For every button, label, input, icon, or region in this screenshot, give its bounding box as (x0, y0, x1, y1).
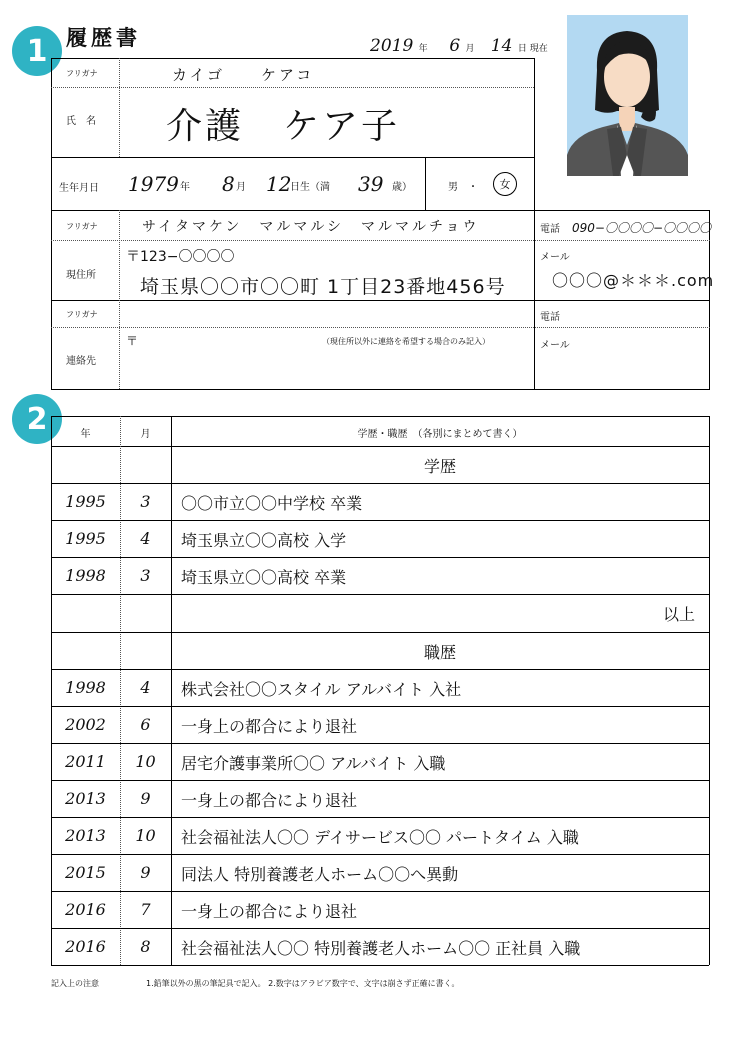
person-photo-illustration (567, 15, 688, 176)
mail-label: メール (540, 252, 570, 263)
history-row-month: 4 (140, 529, 151, 548)
history-row-month: 8 (140, 937, 151, 956)
birth-label: 生年月日 (59, 183, 99, 194)
history-row-desc: 一身上の都合により退社 (181, 902, 358, 921)
contact-furigana-label: フリガナ (66, 310, 98, 319)
birth-year-unit: 年 (180, 182, 190, 193)
history-row-year: 2011 (65, 752, 106, 771)
date-day: 14 (490, 36, 513, 56)
contact-mail-label: メール (540, 340, 570, 351)
name-label: 氏 名 (66, 116, 96, 127)
date-suffix: 日 現在 (517, 44, 548, 54)
furigana-label: フリガナ (66, 69, 98, 78)
notes-label: 記入上の注意 (51, 979, 99, 988)
history-row-month: 3 (140, 566, 151, 585)
history-row-year: 1995 (65, 529, 106, 548)
history-row-year: 2013 (65, 789, 106, 808)
phone-label: 電話 (540, 224, 560, 235)
history-row-desc: 一身上の都合により退社 (181, 791, 358, 810)
birth-day: 12 (266, 172, 292, 196)
history-col-month: 月 (140, 429, 151, 440)
history-row-desc: 株式会社〇〇スタイル アルバイト 入社 (181, 680, 462, 699)
section-2-badge: 2 (12, 394, 62, 444)
notes-text: 1.鉛筆以外の黒の筆記具で記入。 2.数字はアラビア数字で、文字は崩さず正確に書く。 (146, 979, 460, 988)
history-row-year: 2016 (65, 900, 106, 919)
contact-postal: 〒 (126, 334, 139, 348)
address-furigana-label: フリガナ (66, 222, 98, 231)
id-photo (567, 15, 688, 176)
history-col-desc: 学歴・職歴 （各別にまとめて書く） (357, 429, 523, 440)
gender-dot: ・ (468, 182, 478, 193)
name-value: 介護 ケア子 (166, 106, 401, 147)
gender-female-circled: 女 (493, 172, 517, 196)
document-title: 履歴書 (66, 26, 141, 50)
birth-month: 8 (222, 172, 235, 196)
history-row-year: 2013 (65, 826, 106, 845)
mail-value: 〇〇〇@＊＊＊.com (552, 271, 715, 290)
section-1-badge: 1 (12, 26, 62, 76)
gender-male: 男 (448, 182, 458, 193)
history-row-month: 7 (140, 900, 151, 919)
address-value: 埼玉県〇〇市〇〇町 1丁目23番地456号 (140, 276, 506, 298)
age-value: 39 (358, 172, 384, 196)
birth-year: 1979 (128, 172, 179, 196)
birth-month-unit: 月 (236, 182, 246, 193)
history-row-desc: 学歴 (423, 457, 456, 476)
history-row-desc: 同法人 特別養護老人ホーム〇〇へ異動 (181, 865, 459, 884)
contact-phone-label: 電話 (540, 312, 560, 323)
furigana-value: カイゴ ケアコ (172, 66, 315, 84)
age-unit: 歳） (392, 182, 412, 193)
contact-note: （現住所以外に連絡を希望する場合のみ記入） (322, 337, 490, 346)
history-row-desc: 〇〇市立〇〇中学校 卒業 (181, 494, 363, 513)
history-row-desc: 職歴 (423, 643, 456, 662)
date-month: 6 (449, 36, 461, 56)
history-row-month: 10 (135, 752, 156, 771)
history-row-year: 1998 (65, 566, 106, 585)
history-row-desc: 埼玉県立〇〇高校 入学 (181, 531, 347, 550)
current-address-label: 現住所 (66, 270, 96, 281)
history-col-year: 年 (80, 429, 91, 440)
date-month-unit: 月 (465, 44, 475, 54)
history-row-year: 1995 (65, 492, 106, 511)
date-year: 2019 (370, 36, 414, 56)
history-row-year: 2016 (65, 937, 106, 956)
history-row-month: 6 (140, 715, 151, 734)
history-row-desc: 社会福祉法人〇〇 デイサービス〇〇 パートタイム 入職 (181, 828, 579, 847)
history-row-month: 9 (140, 789, 151, 808)
birth-day-unit: 日生（満 (290, 182, 330, 193)
phone-value: 090−〇〇〇〇−〇〇〇〇 (572, 221, 712, 235)
date-year-unit: 年 (418, 44, 428, 54)
history-row-desc: 一身上の都合により退社 (181, 717, 358, 736)
history-row-month: 9 (140, 863, 151, 882)
history-row-year: 2002 (65, 715, 106, 734)
postal-code: 〒123−〇〇〇〇 (126, 249, 235, 265)
history-row-month: 4 (140, 678, 151, 697)
history-row-year: 1998 (65, 678, 106, 697)
date-line (370, 36, 548, 56)
history-row-desc: 社会福祉法人〇〇 特別養護老人ホーム〇〇 正社員 入職 (181, 939, 581, 958)
history-row-month: 3 (140, 492, 151, 511)
history-row-month: 10 (135, 826, 156, 845)
history-row-desc: 埼玉県立〇〇高校 卒業 (181, 568, 347, 587)
history-row-desc: 以上 (662, 605, 695, 624)
history-row-desc: 居宅介護事業所〇〇 アルバイト 入職 (181, 754, 446, 773)
history-row-year: 2015 (65, 863, 106, 882)
address-furigana-value: サイタマケン マルマルシ マルマルチョウ (142, 219, 480, 235)
contact-label: 連絡先 (66, 356, 96, 367)
